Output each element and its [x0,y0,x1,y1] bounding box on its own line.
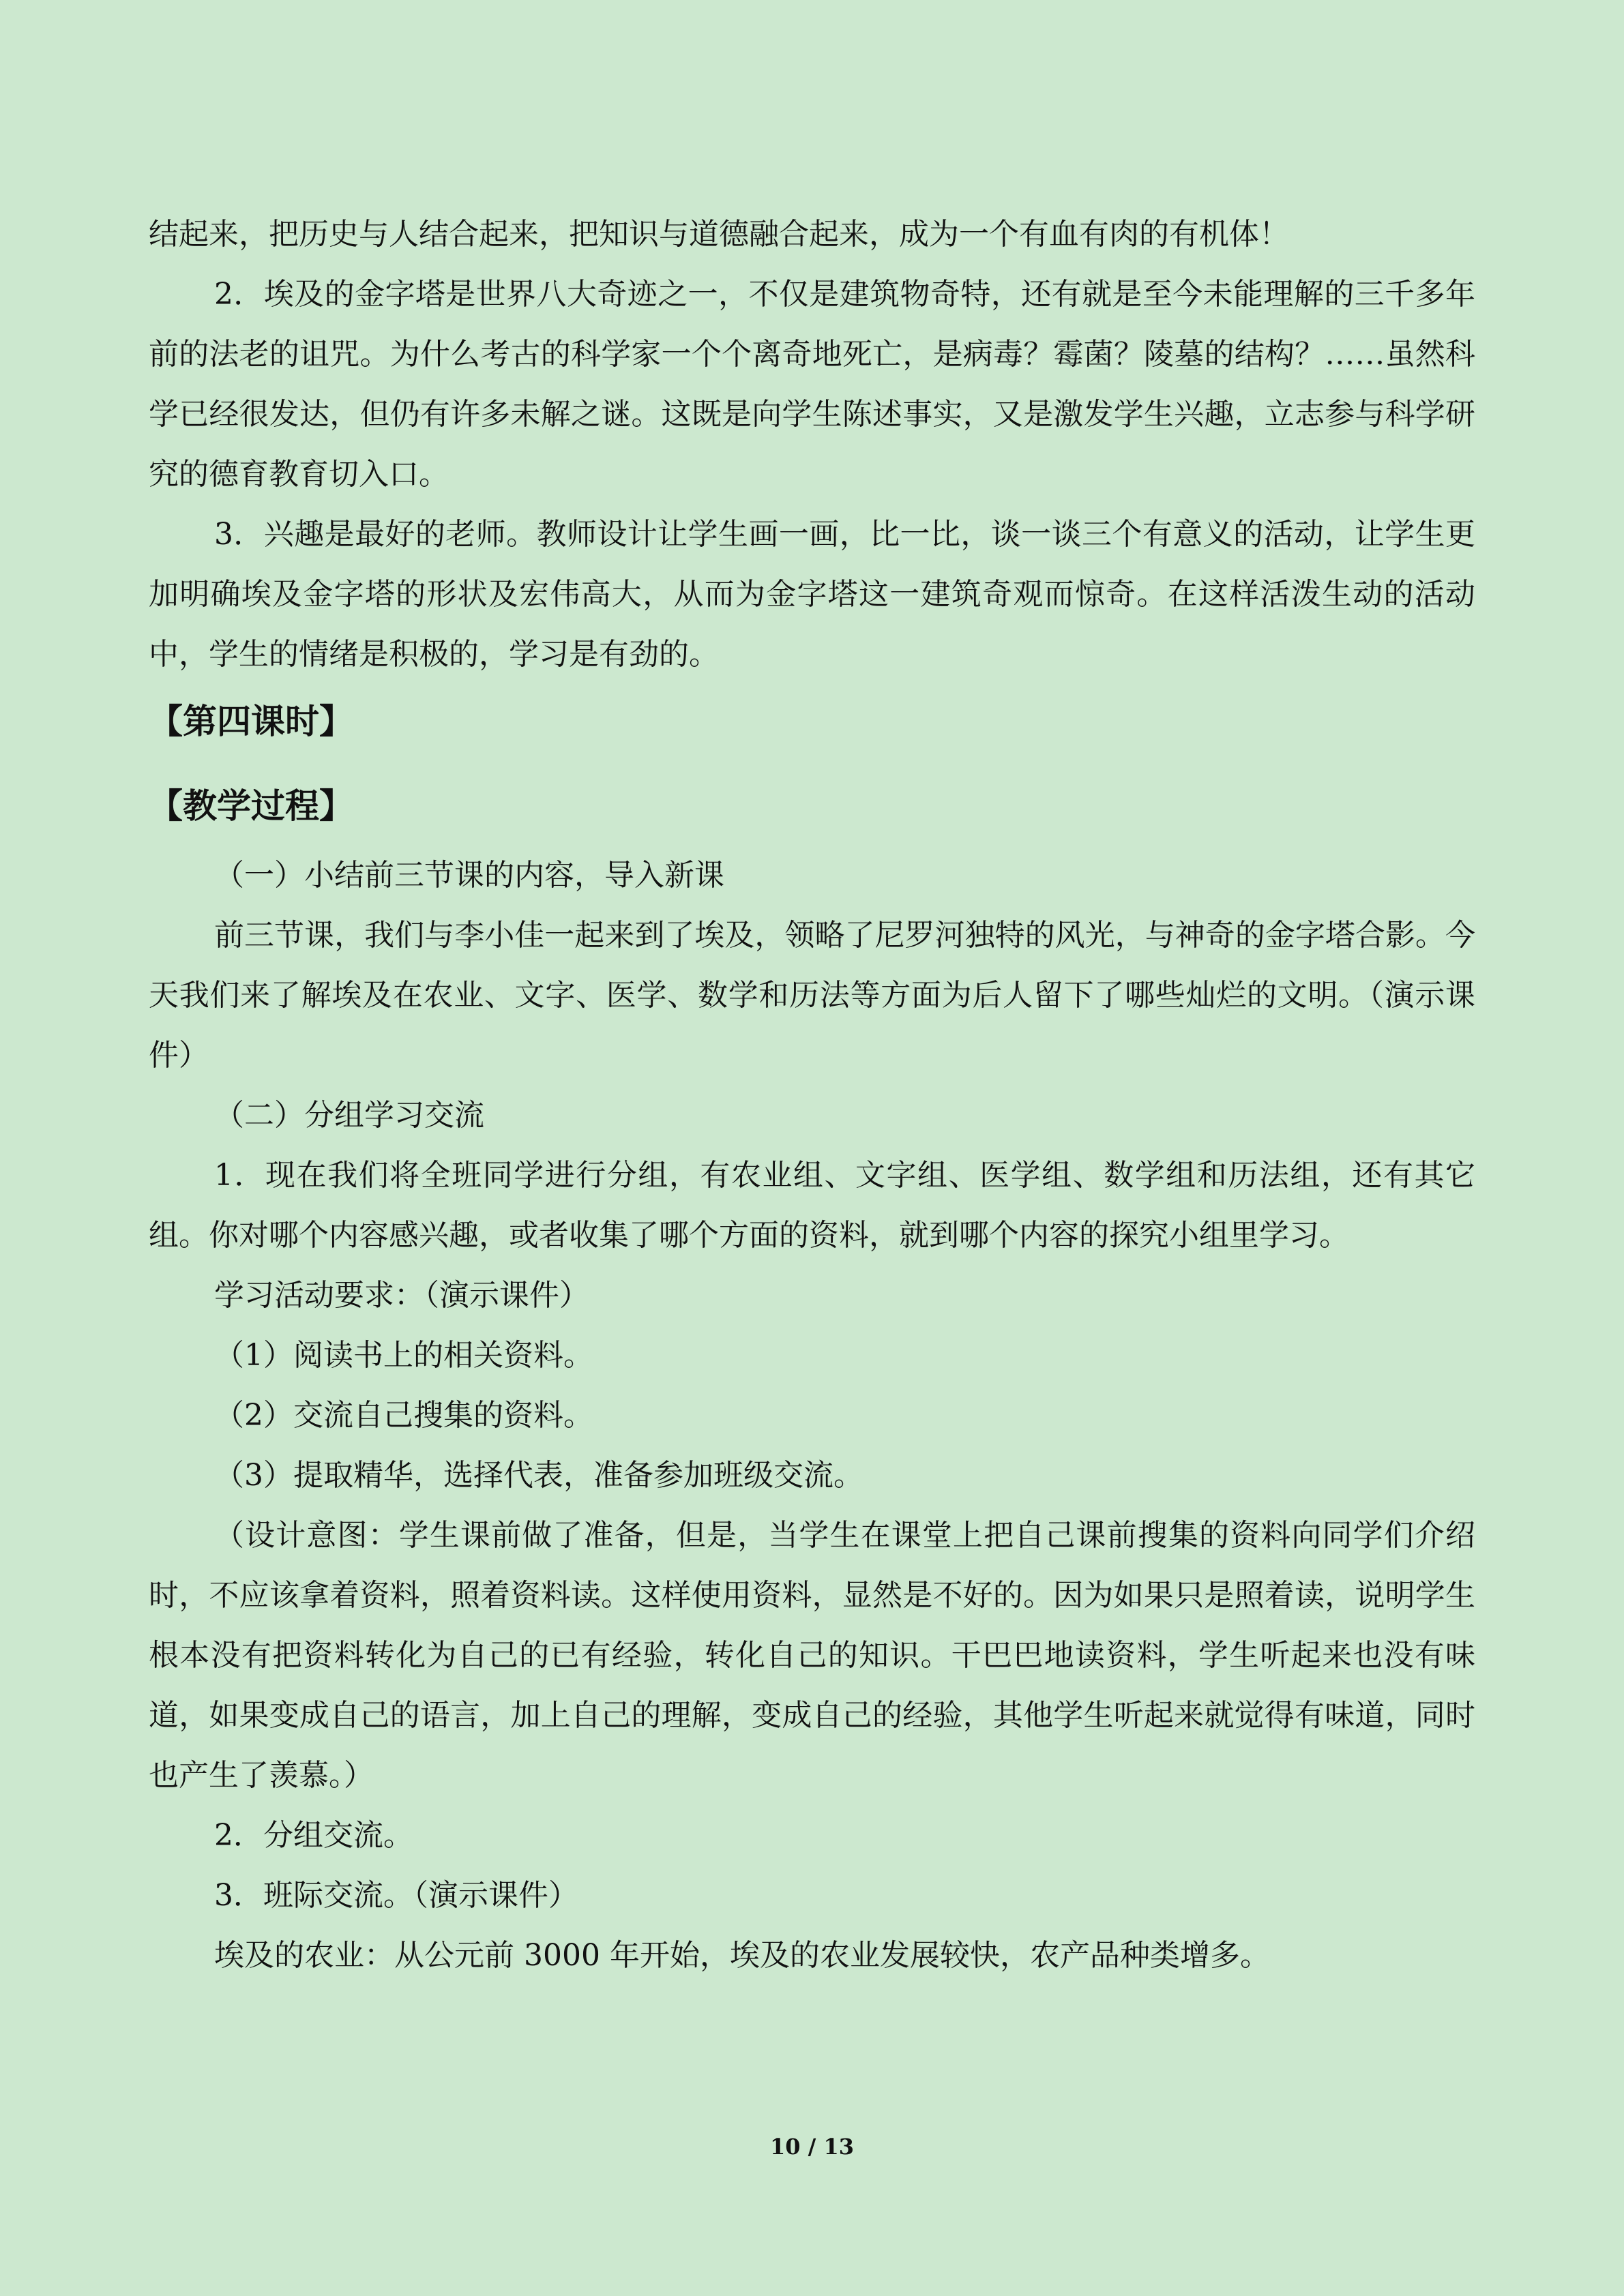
paragraph-grouping: 1．现在我们将全班同学进行分组，有农业组、文字组、医学组、数学组和历法组，还有其它组。你对哪个内容感兴趣，或者收集了哪个方面的资料，就到哪个内容的探究小组里学习。 [149,1158,1475,1253]
heading-teaching-process: 【教学过程】 [149,786,353,826]
paragraph-design-intent: （设计意图：学生课前做了准备，但是，当学生在课堂上把自己课前搜集的资料向同学们介绍时，不应该拿着资料，照着资料读。这样使用资料，显然是不好的。因为如果只是照着读，说明学生根本没有把资料转化为自己的已有经验，转化自己的知识。干巴巴地读资料，学生听起来也没有味道，如果变成自己的语言，加上自己的理解，变成自己的经验，其他学生听起来就觉得有味道，同时也产生了羡慕。） [149,1518,1475,1793]
paragraph-egypt-agriculture: 埃及的农业：从公元前 3000 年开始，埃及的农业发展较快，农产品种类增多。 [214,1938,1270,1973]
paragraph-continuation: 结起来，把历史与人结合起来，把知识与道德融合起来，成为一个有血有肉的有机体！ [149,217,1289,252]
paragraph-point-3: 3．兴趣是最好的老师。教师设计让学生画一画，比一比，谈一谈三个有意义的活动，让学生更加明确埃及金字塔的形状及宏伟高大，从而为金字塔这一建筑奇观而惊奇。在这样活泼生动的活动中，学生的情绪是积极的，学习是有劲的。 [149,517,1475,672]
section-title-summary: （一）小结前三节课的内容，导入新课 [214,858,724,893]
list-item-2: （2）交流自己搜集的资料。 [214,1398,593,1433]
list-item-1: （1）阅读书上的相关资料。 [214,1338,593,1373]
paragraph-group-exchange: 2．分组交流。 [214,1818,413,1853]
paragraph-point-2: 2．埃及的金字塔是世界八大奇迹之一，不仅是建筑物奇特，还有就是至今未能理解的三千多年前的法老的诅咒。为什么考古的科学家一个个离奇地死亡，是病毒？霉菌？陵墓的结构？……虽然科学已经很发达，但仍有许多未解之谜。这既是向学生陈述事实，又是激发学生兴趣，立志参与科学研究的德育教育切入口。 [149,277,1475,492]
section-title-group-study: （二）分组学习交流 [214,1098,484,1133]
paragraph-class-exchange: 3．班际交流。（演示课件） [214,1878,578,1913]
page-number: 10 / 13 [769,2134,855,2160]
heading-fourth-lesson: 【第四课时】 [149,702,353,741]
list-item-3: （3）提取精华，选择代表，准备参加班级交流。 [214,1458,863,1493]
paragraph-intro: 前三节课，我们与李小佳一起来到了埃及，领略了尼罗河独特的风光，与神奇的金字塔合影。今天我们来了解埃及在农业、文字、医学、数学和历法等方面为后人留下了哪些灿烂的文明。（演示课件） [149,918,1475,1073]
paragraph-activity-requirements: 学习活动要求：（演示课件） [214,1278,589,1313]
document-body [149,205,1475,1986]
